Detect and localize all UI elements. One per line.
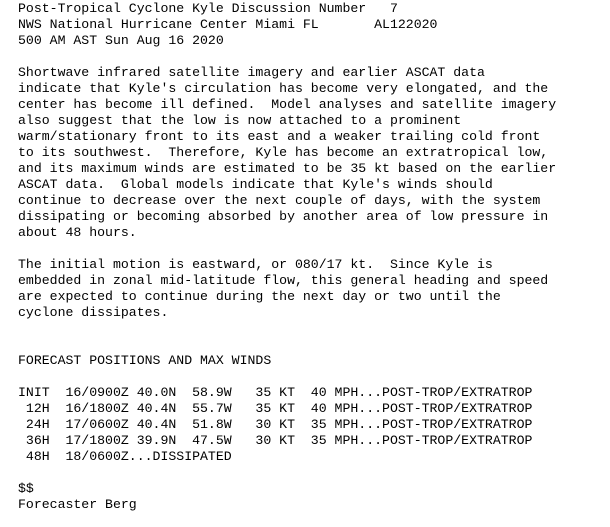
document-title: Post-Tropical Cyclone Kyle Discussion Number 7 [18,1,398,16]
paragraph-line: about 48 hours. [18,225,137,240]
forecast-heading: FORECAST POSITIONS AND MAX WINDS [18,353,272,368]
paragraph-line: are expected to continue during the next day or two until the [18,289,501,304]
issuing-office: NWS National Hurricane Center Miami FL AL122020 [18,17,438,32]
spacer [18,465,608,481]
paragraph-line: continue to decrease over the next couple of days, with the system [18,193,541,208]
spacer [18,321,608,337]
issue-time: 500 AM AST Sun Aug 16 2020 [18,33,224,48]
paragraph-line: dissipating or becoming absorbed by another area of low pressure in [18,209,549,224]
paragraph-line: indicate that Kyle's circulation has become very elongated, and the [18,81,549,96]
forecaster-signature: Forecaster Berg [18,497,137,512]
spacer [18,49,608,65]
paragraph-line: to its southwest. Therefore, Kyle has become an extratropical low, [18,145,549,160]
discussion-paragraph-1 [18,65,608,241]
paragraph-line: and its maximum winds are estimated to be 35 kt based on the earlier [18,161,557,176]
discussion-document [18,1,608,513]
spacer [18,369,608,385]
forecast-row: 12H 16/1800Z 40.4N 55.7W 35 KT 40 MPH...POST-TROP/EXTRATROP [18,401,533,416]
forecast-table [18,385,608,465]
forecast-row: 48H 18/0600Z...DISSIPATED [18,449,232,464]
paragraph-line: also suggest that the low is now attached to a prominent [18,113,462,128]
forecast-row: INIT 16/0900Z 40.0N 58.9W 35 KT 40 MPH...POST-TROP/EXTRATROP [18,385,533,400]
paragraph-line: warm/stationary front to its east and a weaker trailing cold front [18,129,541,144]
spacer [18,337,608,353]
paragraph-line: Shortwave infrared satellite imagery and earlier ASCAT data [18,65,485,80]
paragraph-line: center has become ill defined. Model analyses and satellite imagery [18,97,557,112]
discussion-paragraph-2 [18,257,608,321]
spacer [18,241,608,257]
forecast-row: 36H 17/1800Z 39.9N 47.5W 30 KT 35 MPH...POST-TROP/EXTRATROP [18,433,533,448]
forecast-row: 24H 17/0600Z 40.4N 51.8W 30 KT 35 MPH...POST-TROP/EXTRATROP [18,417,533,432]
paragraph-line: The initial motion is eastward, or 080/17 kt. Since Kyle is [18,257,493,272]
end-marker: $$ [18,481,34,496]
paragraph-line: cyclone dissipates. [18,305,169,320]
paragraph-line: ASCAT data. Global models indicate that Kyle's winds should [18,177,493,192]
paragraph-line: embedded in zonal mid-latitude flow, this general heading and speed [18,273,549,288]
